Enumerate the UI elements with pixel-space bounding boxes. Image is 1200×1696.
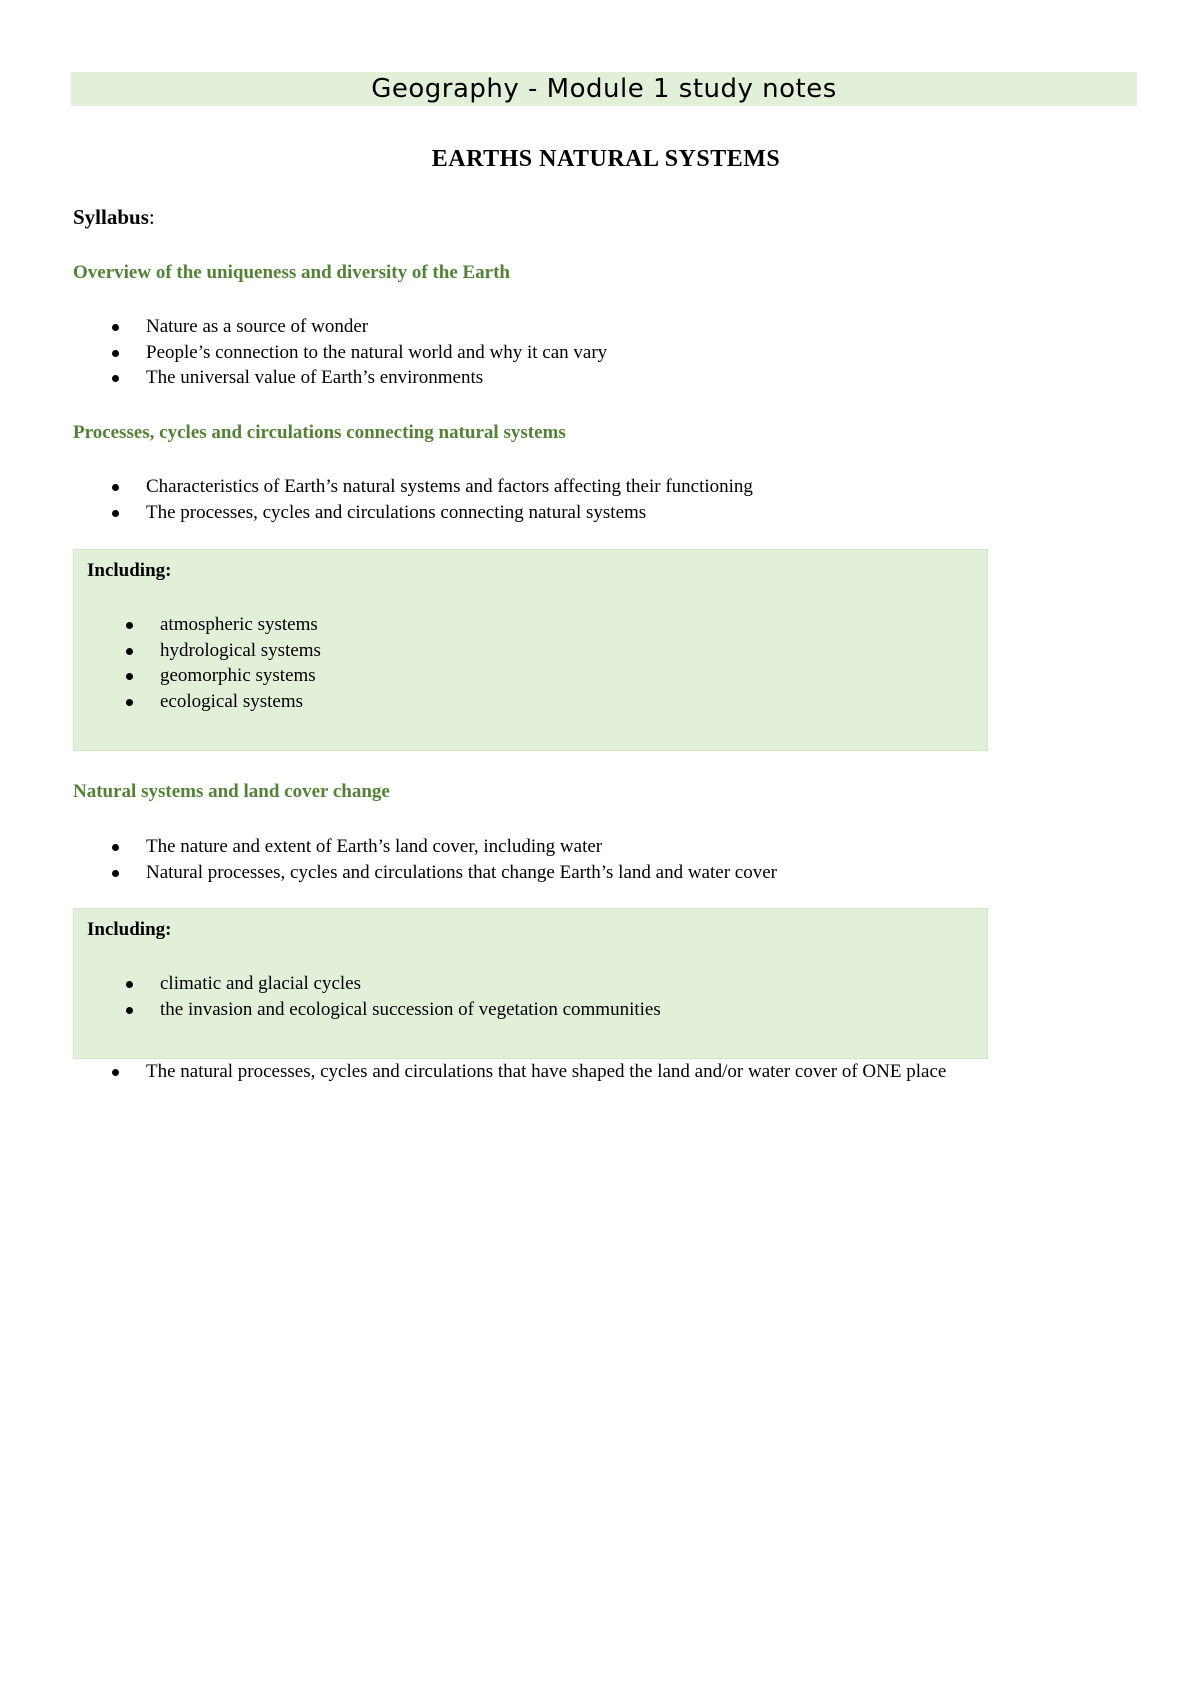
list-item: People’s connection to the natural world and why it can vary [73, 340, 607, 366]
including-label: Including: [87, 560, 172, 581]
list-item: The processes, cycles and circulations connecting natural systems [73, 500, 753, 526]
section-heading-processes: Processes, cycles and circulations connecting natural systems [73, 422, 566, 443]
list-item: hydrological systems [87, 638, 321, 664]
including-label: Including: [87, 919, 172, 940]
list-item: Natural processes, cycles and circulations that change Earth’s land and water cover [73, 860, 777, 886]
including-cycles-list [87, 971, 661, 1022]
list-item: The nature and extent of Earth’s land cover, including water [73, 834, 777, 860]
place-bullet-list [73, 1059, 946, 1085]
list-item: ecological systems [87, 689, 321, 715]
list-item: geomorphic systems [87, 663, 321, 689]
document-title-bar: Geography - Module 1 study notes [71, 72, 1137, 106]
syllabus-label [73, 205, 155, 230]
list-item: climatic and glacial cycles [87, 971, 661, 997]
syllabus-label-text: Syllabus [73, 205, 149, 229]
main-heading: EARTHS NATURAL SYSTEMS [431, 146, 781, 172]
processes-bullet-list [73, 474, 753, 525]
list-item: The natural processes, cycles and circulations that have shaped the land and/or water cover of ONE place [73, 1059, 946, 1085]
list-item: atmospheric systems [87, 612, 321, 638]
list-item: Nature as a source of wonder [73, 314, 607, 340]
list-item: Characteristics of Earth’s natural systems and factors affecting their functioning [73, 474, 753, 500]
including-systems-list [87, 612, 321, 714]
syllabus-colon: : [148, 205, 155, 229]
list-item: The universal value of Earth’s environments [73, 365, 607, 391]
overview-bullet-list [73, 314, 607, 391]
including-box-systems [73, 549, 988, 751]
land-cover-bullet-list [73, 834, 777, 885]
section-heading-overview: Overview of the uniqueness and diversity of the Earth [73, 262, 510, 283]
including-box-cycles [73, 908, 988, 1059]
list-item: the invasion and ecological succession of vegetation communities [87, 997, 661, 1023]
section-heading-land-cover: Natural systems and land cover change [73, 781, 390, 802]
